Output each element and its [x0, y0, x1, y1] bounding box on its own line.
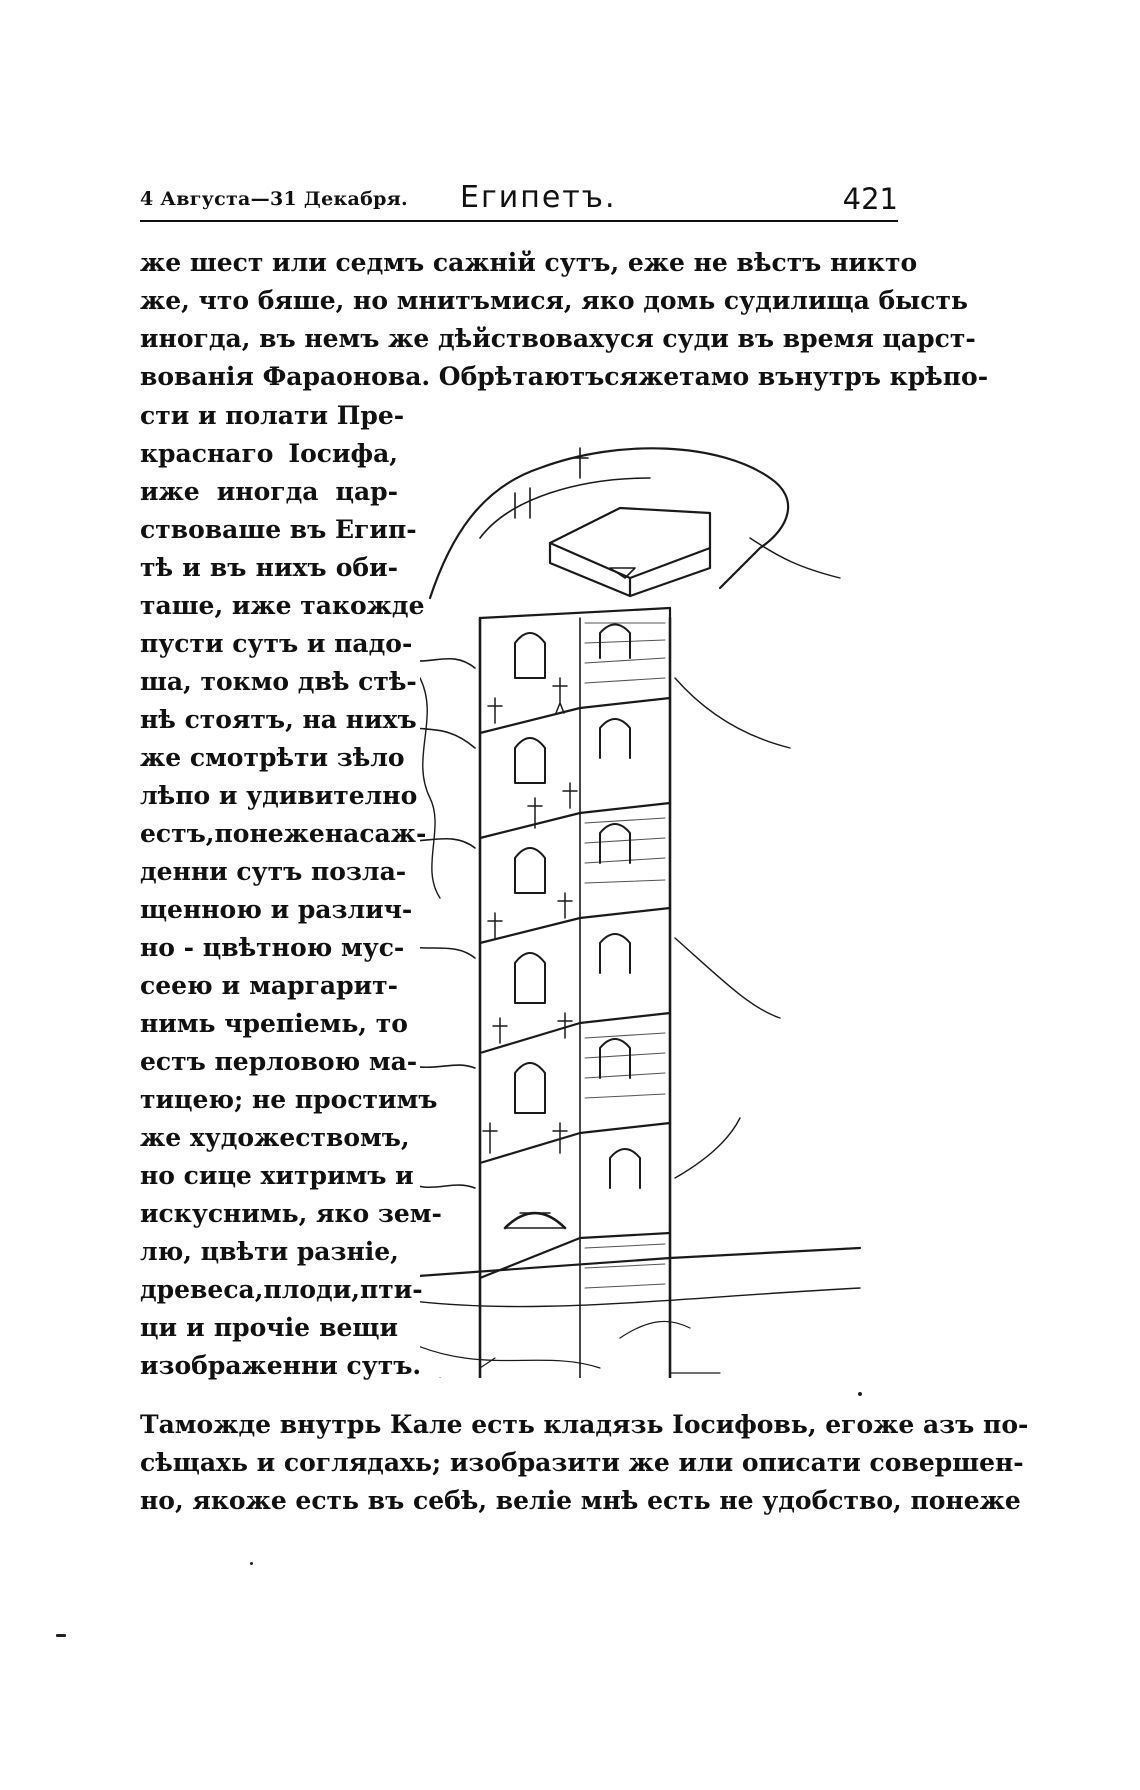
- column-text-line: пусти сутъ и падо-: [140, 629, 413, 658]
- column-text-line: естъ,понеженасаж-: [140, 819, 427, 848]
- tower-illustration: [420, 418, 920, 1378]
- column-text-line: но сице хитримъ и: [140, 1161, 414, 1190]
- print-speck: [858, 1392, 862, 1396]
- header-rule: [140, 220, 898, 222]
- column-text-line: таше, иже такожде: [140, 591, 425, 620]
- header-dates: 4 Августа—31 Декабря.: [140, 188, 408, 210]
- column-text-line: же художествомъ,: [140, 1123, 410, 1152]
- print-speck: [56, 1634, 66, 1637]
- column-text-line: естъ перловою ма-: [140, 1047, 418, 1076]
- text-line: же, что бяше, но мнитъмися, яко домь судилища бысть: [140, 286, 968, 315]
- page-number: 421: [842, 182, 898, 216]
- text-line: же шест или седмъ сажній сутъ, еже не вѣстъ никто: [140, 248, 918, 277]
- column-text-line: тицею; не простимъ: [140, 1085, 438, 1114]
- print-speck: [250, 1562, 253, 1565]
- column-text-line: древеса,плоди,пти-: [140, 1275, 423, 1304]
- column-text-line: сти и полати Пре-: [140, 401, 405, 430]
- header-title: Египетъ.: [460, 180, 617, 215]
- tower-illustration-icon: [420, 418, 920, 1378]
- column-text-line: лю, цвѣти разніе,: [140, 1237, 399, 1266]
- column-text-line: денни сутъ позла-: [140, 857, 407, 886]
- column-text-line: искуснимь, яко зем-: [140, 1199, 442, 1228]
- column-text-line: иже иногда цар-: [140, 477, 398, 506]
- column-text-line: нимь чрепіемь, то: [140, 1009, 408, 1038]
- column-text-line: ствоваше въ Егип-: [140, 515, 417, 544]
- text-line: иногда, въ немъ же дѣйствовахуся суди въ время царст-: [140, 324, 976, 353]
- column-text-line: же смотрѣти зѣло: [140, 743, 405, 772]
- running-header: [140, 178, 898, 218]
- text-line: Тамождe внутрь Кале есть кладязь Іосифовь, егоже азъ по-: [140, 1410, 1029, 1439]
- column-text-line: нѣ стоятъ, на нихъ: [140, 705, 417, 734]
- column-text-line: изображенни сутъ.: [140, 1351, 422, 1380]
- column-text-line: тѣ и въ нихъ оби-: [140, 553, 398, 582]
- column-text-line: ша, токмо двѣ стѣ-: [140, 667, 417, 696]
- column-text-line: ци и прочіе вещи: [140, 1313, 398, 1342]
- text-line: но, якоже есть въ себѣ, веліе мнѣ есть не удобство, понеже: [140, 1486, 1021, 1515]
- column-text-line: лѣпо и удивително: [140, 781, 418, 810]
- column-text-line: но - цвѣтною мус-: [140, 933, 405, 962]
- text-line: сѣщахь и соглядахь; изобразити же или описати совершен-: [140, 1448, 1024, 1477]
- text-line: вованія Фараонова. Обрѣтаютъсяжетамо вънутръ крѣпо-: [140, 362, 989, 391]
- column-text-line: сеею и маргарит-: [140, 971, 398, 1000]
- column-text-line: краснаго Іосифа,: [140, 439, 398, 468]
- column-text-line: щенною и различ-: [140, 895, 413, 924]
